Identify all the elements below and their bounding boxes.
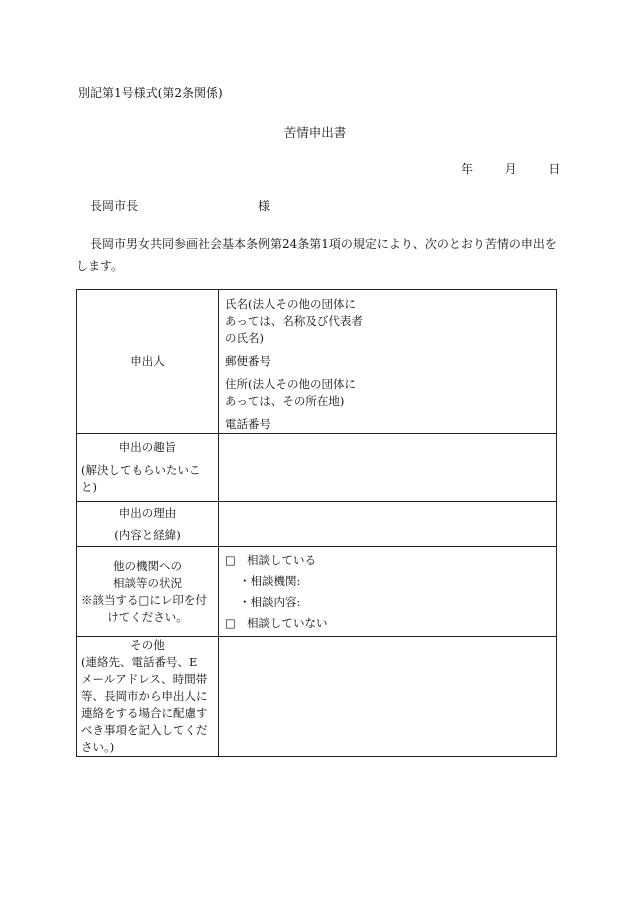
- consultation-label-1: 他の機関への: [113, 558, 182, 573]
- consultation-options: [219, 547, 557, 637]
- option-not-consulting-label: 相談していない: [247, 615, 328, 630]
- checkbox-not-consulting[interactable]: □: [225, 615, 236, 630]
- date-month: 月: [504, 162, 517, 176]
- complaint-form-table: [76, 289, 557, 757]
- reason-note: (内容と経緯): [114, 527, 181, 542]
- address-field-label-2: あっては、その所在地): [225, 394, 345, 408]
- addressee-name: 長岡市長: [90, 199, 139, 213]
- date-line: [461, 160, 560, 177]
- other-note-6: さい。): [81, 740, 115, 754]
- name-field-label-3: の氏名): [225, 331, 264, 345]
- option-not-consulting[interactable]: [225, 613, 556, 634]
- checkbox-consulting[interactable]: □: [225, 552, 236, 567]
- other-label: その他: [130, 638, 165, 652]
- consultation-label-cell: [77, 547, 219, 637]
- date-day: 日: [548, 162, 561, 176]
- other-label-cell: [77, 637, 219, 757]
- consultation-label-2: 相談等の状況: [113, 575, 182, 590]
- consultation-note-1: ※該当する□にレ印を付: [81, 592, 207, 607]
- consultation-note-2: けてください。: [107, 609, 188, 624]
- other-input[interactable]: [219, 637, 557, 757]
- reason-label-cell: [77, 502, 219, 547]
- sub-agency-label[interactable]: ・相談機関:: [239, 573, 301, 588]
- row-other: [77, 637, 557, 757]
- purpose-input[interactable]: [219, 434, 557, 502]
- name-field-label-2: あっては、名称及び代表者: [225, 314, 363, 328]
- purpose-note-1: (解決してもらいたいこ: [81, 463, 201, 477]
- reason-label: 申出の理由: [118, 505, 177, 520]
- purpose-label: 申出の趣旨: [118, 440, 177, 454]
- applicant-fields[interactable]: [219, 290, 557, 434]
- addressee: [90, 197, 270, 214]
- name-field-label-1: 氏名(法人その他の団体に: [225, 297, 356, 311]
- other-note-1: (連絡先、電話番号、E: [81, 655, 198, 669]
- other-note-2: メールアドレス、時間帯: [81, 672, 208, 686]
- form-reference: 別記第1号様式(第2条関係): [78, 86, 223, 100]
- purpose-note-2: と): [81, 480, 97, 494]
- phone-label: 電話番号: [225, 417, 271, 431]
- other-note-3: 等、長岡市から申出人に: [81, 689, 208, 703]
- date-year: 年: [461, 162, 474, 176]
- address-field-label-1: 住所(法人その他の団体に: [225, 377, 356, 391]
- reason-input[interactable]: [219, 502, 557, 547]
- option-consulting[interactable]: [225, 550, 556, 571]
- body-text: 長岡市男女共同参画社会基本条例第24条第1項の規定により、次のとおり苦情の申出をします。: [76, 237, 557, 273]
- postal-code-label: 郵便番号: [225, 354, 271, 368]
- purpose-label-cell: [77, 434, 219, 502]
- row-applicant: [77, 290, 557, 434]
- row-consultation: [77, 547, 557, 637]
- other-note-4: 連絡をする場合に配慮す: [81, 706, 208, 720]
- option-consulting-label: 相談している: [247, 552, 316, 567]
- honorific: 様: [258, 199, 271, 213]
- row-reason: [77, 502, 557, 547]
- applicant-label: 申出人: [77, 290, 219, 434]
- other-note-5: べき事項を記入してくだ: [81, 723, 208, 737]
- sub-content-label[interactable]: ・相談内容:: [239, 594, 301, 609]
- row-purpose: [77, 434, 557, 502]
- document-title: 苦情申出書: [283, 125, 347, 140]
